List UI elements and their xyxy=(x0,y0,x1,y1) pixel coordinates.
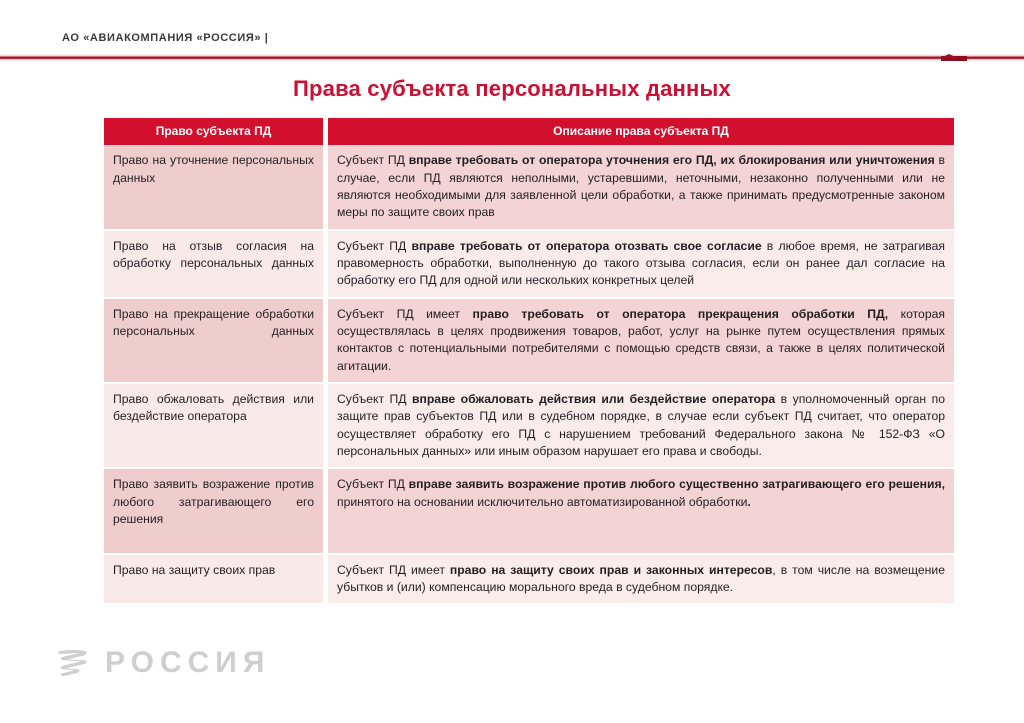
cell-right-name: Право заявить возражение против любого затрагивающего его решения xyxy=(104,469,323,554)
table-body xyxy=(104,145,954,603)
cell-right-description: Субъект ПД вправе обжаловать действия или бездействие оператора в уполномоченный орган по защите прав субъектов ПД или в судебном порядке, в случае если субъект ПД считает, что оператор осуществляет обработку его ПД с нарушением требований Федерального закона № 152-ФЗ «О персональных данных» или иным образом нарушает его права и свободы. xyxy=(328,384,954,469)
cell-right-name: Право на отзыв согласия на обработку персональных данных xyxy=(104,231,323,299)
table-row xyxy=(104,469,954,554)
column-header-right-name: Право субъекта ПД xyxy=(104,118,323,145)
slide-header xyxy=(0,0,1024,62)
table-row xyxy=(104,299,954,384)
brand-accent-bar xyxy=(0,54,1024,61)
accent-bar-line xyxy=(0,54,1024,61)
cell-right-description: Субъект ПД вправе требовать от оператора отозвать свое согласие в любое время, не затрагивая правомерность обработки, выполненную до такого отзыва согласия, если он ранее дал согласие на обработку его ПД для одной или нескольких конкретных целей xyxy=(328,231,954,299)
table-row xyxy=(104,384,954,469)
table-header-row xyxy=(104,118,954,145)
cell-right-name: Право на уточнение персональных данных xyxy=(104,145,323,230)
table-row xyxy=(104,555,954,604)
cell-right-description: Субъект ПД имеет право на защиту своих прав и законных интересов, в том числе на возмещение убытков и (или) компенсацию морального вреда в судебном порядке. xyxy=(328,555,954,604)
brand-text: АО «АВИАКОМПАНИЯ «РОССИЯ» | xyxy=(62,32,269,44)
column-header-right-description: Описание права субъекта ПД xyxy=(328,118,954,145)
cell-right-description: Субъект ПД вправе заявить возражение против любого существенно затрагивающего его решения, принятого на основании исключительно автоматизированной обработки. xyxy=(328,469,954,554)
cell-right-name: Право на защиту своих прав xyxy=(104,555,323,604)
footer-logo-text: РОССИЯ xyxy=(105,646,271,679)
cell-right-description: Субъект ПД имеет право требовать от оператора прекращения обработки ПД, которая осуществлялась в целях продвижения товаров, работ, услуг на рынке путем осуществления прямых контактов с потенциальными потребителями с помощью средств связи, а также в целях политической агитации. xyxy=(328,299,954,384)
cell-right-name: Право обжаловать действия или бездействие оператора xyxy=(104,384,323,469)
footer-logo xyxy=(55,645,270,681)
cell-right-name: Право на прекращение обработки персональных данных xyxy=(104,299,323,384)
accent-bar-tip-icon xyxy=(940,54,958,58)
table-row xyxy=(104,145,954,230)
rossiya-r-mark-icon xyxy=(55,645,91,681)
page-title: Права субъекта персональных данных xyxy=(293,76,731,101)
rights-table xyxy=(104,118,954,603)
table-row xyxy=(104,231,954,299)
cell-right-description: Субъект ПД вправе требовать от оператора уточнения его ПД, их блокирования или уничтожения в случае, если ПД являются неполными, устаревшими, неточными, незаконно полученными или не являются необходимыми для заявленной цели обработки, а также принимать предусмотренные законом меры по защите своих прав xyxy=(328,145,954,230)
